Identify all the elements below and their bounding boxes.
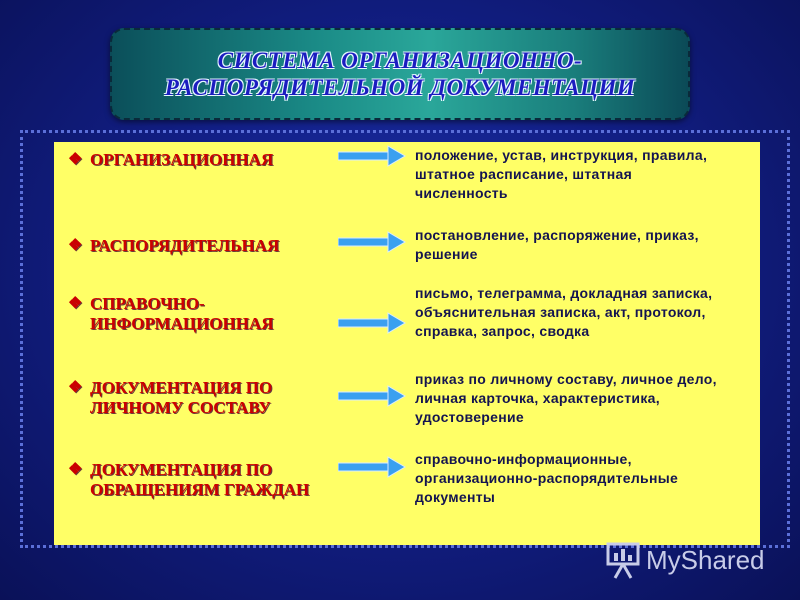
- diamond-bullet-icon: ❖: [68, 461, 83, 478]
- category-reference: [68, 294, 274, 334]
- diamond-bullet-icon: ❖: [68, 151, 83, 168]
- right-arrow-icon: [338, 312, 406, 334]
- description-line: удостоверение: [415, 409, 524, 425]
- description-line: документы: [415, 489, 496, 505]
- category-description: [415, 146, 755, 203]
- myshared-logo: [606, 540, 765, 580]
- title-line-2: РАСПОРЯДИТЕЛЬНОЙ ДОКУМЕНТАЦИИ: [164, 75, 636, 100]
- category-personnel: [68, 378, 272, 418]
- category-label: РАСПОРЯДИТЕЛЬНАЯ: [90, 236, 280, 255]
- category-description: [415, 226, 755, 264]
- diamond-bullet-icon: ❖: [68, 237, 83, 254]
- category-label: ДОКУМЕНТАЦИЯ ПО ОБРАЩЕНИЯМ ГРАЖДАН: [90, 460, 310, 499]
- description-line: справочно-информационные,: [415, 451, 632, 467]
- description-line: решение: [415, 246, 478, 262]
- diamond-bullet-icon: ❖: [68, 379, 83, 396]
- category-administrative: [68, 236, 279, 256]
- right-arrow-icon: [338, 231, 406, 253]
- right-arrow-icon: [338, 145, 406, 167]
- category-label: ДОКУМЕНТАЦИЯ ПО ЛИЧНОМУ СОСТАВУ: [90, 378, 273, 417]
- description-line: штатное расписание, штатная: [415, 166, 633, 182]
- description-line: постановление, распоряжение, приказ,: [415, 227, 699, 243]
- title-line-1: СИСТЕМА ОРГАНИЗАЦИОННО-: [217, 48, 583, 73]
- category-citizen-appeals: [68, 460, 309, 500]
- diamond-bullet-icon: ❖: [68, 295, 83, 312]
- description-line: личная карточка, характеристика,: [415, 390, 660, 406]
- presentation-board-icon: [606, 540, 640, 580]
- content-panel: [54, 142, 760, 545]
- right-arrow-icon: [338, 385, 406, 407]
- description-line: положение, устав, инструкция, правила,: [415, 147, 708, 163]
- category-label: ОРГАНИЗАЦИОННАЯ: [90, 150, 274, 169]
- logo-text: MyShared: [646, 544, 765, 575]
- description-line: письмо, телеграмма, докладная записка,: [415, 285, 713, 301]
- right-arrow-icon: [338, 456, 406, 478]
- category-description: [415, 284, 755, 341]
- category-organizational: [68, 150, 273, 170]
- description-line: приказ по личному составу, личное дело,: [415, 371, 717, 387]
- title-banner: [110, 28, 690, 120]
- description-line: справка, запрос, сводка: [415, 323, 590, 339]
- category-label: СПРАВОЧНО- ИНФОРМАЦИОННАЯ: [90, 294, 274, 333]
- description-line: объяснительная записка, акт, протокол,: [415, 304, 706, 320]
- category-description: [415, 370, 755, 427]
- description-line: численность: [415, 185, 508, 201]
- category-description: [415, 450, 755, 507]
- description-line: организационно-распорядительные: [415, 470, 679, 486]
